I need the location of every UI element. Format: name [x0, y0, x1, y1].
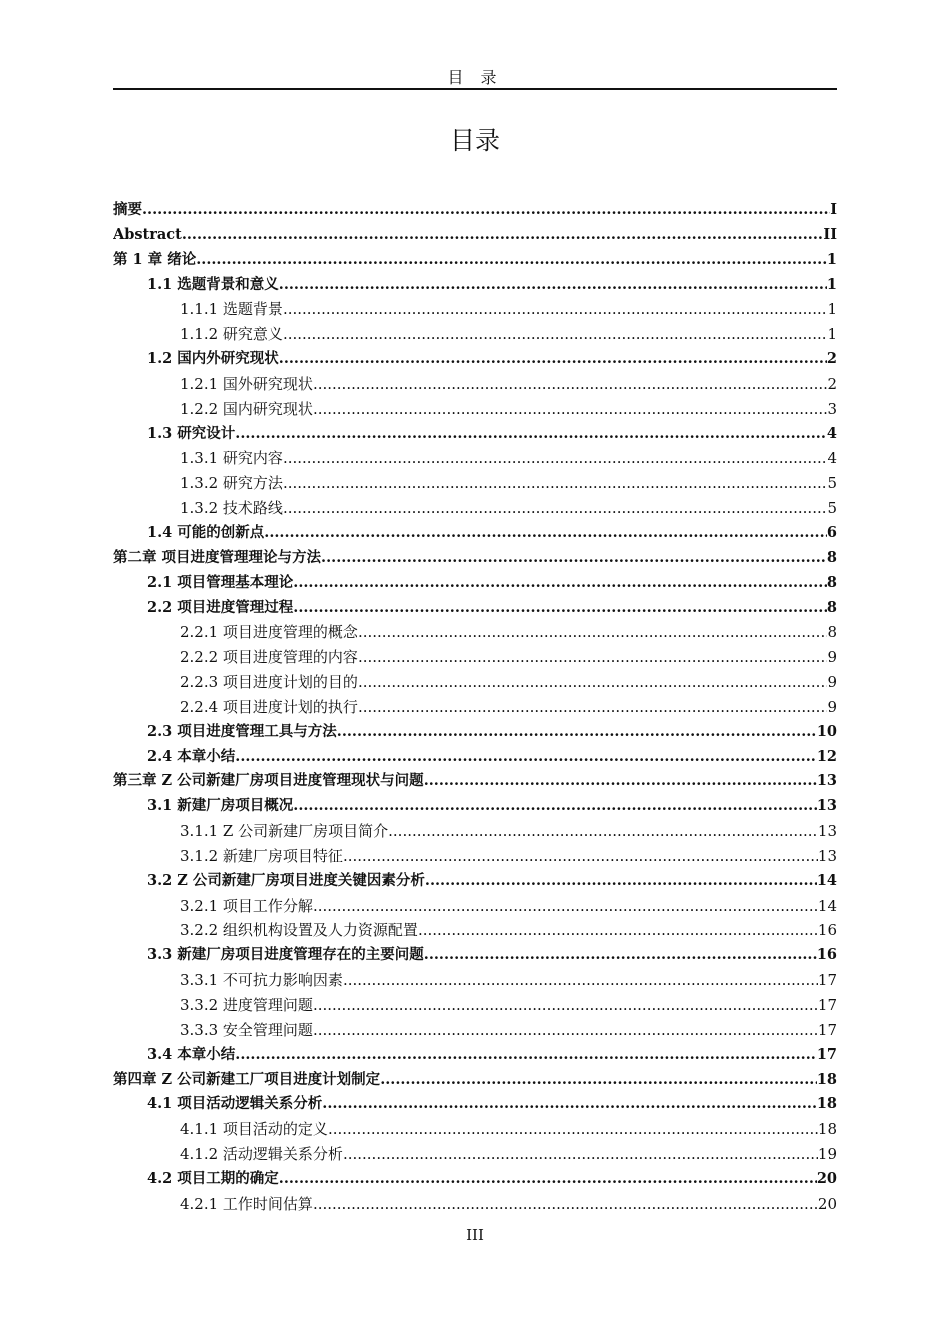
header-divider — [113, 88, 837, 90]
toc-entry-label: 第 1 章 绪论 — [113, 250, 197, 268]
toc-entry-label: 3.2.1 项目工作分解 — [180, 896, 313, 915]
toc-entry[interactable] — [113, 993, 837, 1018]
toc-entry[interactable] — [113, 943, 837, 968]
toc-entry-page: 18 — [816, 1070, 837, 1088]
toc-dot-leader — [313, 894, 818, 919]
toc-entry-page: II — [823, 225, 837, 243]
toc-dot-leader — [328, 1117, 818, 1142]
toc-dot-leader — [235, 422, 827, 447]
toc-entry-label: 3.4 本章小结 — [147, 1045, 236, 1063]
toc-entry-label: 第四章 Z 公司新建工厂项目进度计划制定 — [113, 1070, 381, 1088]
toc-entry-label: 4.1.2 活动逻辑关系分析 — [180, 1145, 343, 1164]
toc-dot-leader — [358, 645, 828, 670]
toc-entry-label: 2.2.1 项目进度管理的概念 — [180, 623, 358, 642]
toc-entry-page: I — [830, 201, 837, 218]
toc-entry[interactable] — [113, 248, 837, 273]
toc-entry[interactable] — [113, 297, 837, 322]
toc-entry[interactable] — [113, 322, 837, 347]
toc-entry-label: 3.3.1 不可抗力影响因素 — [180, 971, 343, 990]
toc-dot-leader — [380, 1068, 817, 1093]
toc-entry-label: 1.1 选题背景和意义 — [147, 275, 279, 293]
toc-entry[interactable] — [113, 198, 837, 223]
toc-entry[interactable] — [113, 745, 837, 770]
toc-entry-page: 20 — [817, 1194, 837, 1213]
toc-entry[interactable] — [113, 1068, 837, 1093]
toc-dot-leader — [142, 198, 830, 223]
toc-entry-label: 3.2.2 组织机构设置及人力资源配置 — [180, 921, 418, 940]
toc-dot-leader — [358, 670, 828, 695]
toc-dot-leader — [182, 223, 824, 248]
toc-dot-leader — [424, 943, 817, 968]
toc-dot-leader — [283, 471, 828, 496]
toc-dot-leader — [313, 1018, 818, 1043]
toc-entry-label: 4.1 项目活动逻辑关系分析 — [147, 1095, 323, 1113]
toc-dot-leader — [279, 273, 827, 298]
toc-entry-label: 4.2 项目工期的确定 — [147, 1169, 279, 1187]
toc-entry[interactable] — [113, 422, 837, 447]
toc-dot-leader — [293, 794, 817, 819]
toc-entry[interactable] — [113, 273, 837, 298]
toc-entry[interactable] — [113, 521, 837, 546]
page-title: 目录 — [449, 126, 500, 155]
toc-entry-page: 10 — [816, 722, 837, 740]
toc-entry-label: 1.3.1 研究内容 — [180, 449, 283, 468]
toc-entry-page: 18 — [817, 1120, 837, 1139]
toc-entry[interactable] — [113, 397, 837, 422]
toc-entry-label: 1.2.2 国内研究现状 — [180, 399, 313, 418]
toc-entry[interactable] — [113, 1117, 837, 1142]
toc-entry-page: 19 — [817, 1145, 837, 1164]
toc-dot-leader — [358, 620, 828, 645]
toc-entry-label: 2.2.4 项目进度计划的执行 — [180, 697, 358, 716]
toc-entry[interactable] — [113, 620, 837, 645]
toc-entry[interactable] — [113, 645, 837, 670]
toc-entry-page: 17 — [817, 1020, 837, 1039]
toc-entry[interactable] — [113, 794, 837, 819]
toc-entry-page: 17 — [817, 996, 837, 1014]
toc-entry-label: 3.1.1 Z 公司新建厂房项目简介 — [180, 822, 389, 841]
toc-entry-label: 3.3.3 安全管理问题 — [180, 1020, 313, 1039]
toc-entry[interactable] — [113, 596, 837, 621]
toc-entry-label: 3.1 新建厂房项目概况 — [147, 797, 294, 815]
toc-dot-leader — [283, 322, 828, 347]
toc-entry-page: 9 — [827, 673, 837, 692]
toc-entry-page: 1 — [826, 250, 837, 268]
toc-entry-label: 1.3 研究设计 — [147, 424, 236, 442]
toc-entry-label: 1.2 国内外研究现状 — [147, 350, 279, 368]
toc-dot-leader — [283, 446, 828, 471]
toc-entry-page: 20 — [816, 1169, 837, 1187]
toc-entry-page: 2 — [826, 350, 837, 368]
toc-entry[interactable] — [113, 819, 837, 844]
toc-entry[interactable] — [113, 1167, 837, 1192]
toc-entry[interactable] — [113, 695, 837, 720]
toc-entry[interactable] — [113, 720, 837, 745]
toc-dot-leader — [313, 1192, 818, 1217]
toc-entry[interactable] — [113, 347, 837, 372]
toc-dot-leader — [424, 769, 817, 794]
toc-entry-label: 摘要 — [113, 201, 142, 218]
toc-entry-label: 1.3.2 技术路线 — [180, 499, 283, 518]
toc-dot-leader — [235, 745, 817, 770]
toc-entry[interactable] — [113, 869, 837, 894]
toc-entry-page: 16 — [817, 921, 837, 940]
toc-entry-label: 2.4 本章小结 — [147, 747, 236, 765]
toc-dot-leader — [279, 347, 827, 372]
toc-entry[interactable] — [113, 1018, 837, 1043]
toc-entry-page: 17 — [816, 1045, 837, 1063]
toc-dot-leader — [235, 1043, 817, 1068]
toc-entry-page: 18 — [816, 1095, 837, 1113]
toc-entry-label: 1.2.1 国外研究现状 — [180, 374, 313, 393]
toc-entry[interactable] — [113, 670, 837, 695]
toc-entry-page: 1 — [826, 275, 837, 293]
toc-entry[interactable] — [113, 1043, 837, 1068]
toc-entry[interactable] — [113, 1192, 837, 1217]
toc-entry-label: 2.2.2 项目进度管理的内容 — [180, 648, 358, 667]
toc-entry-label: 1.4 可能的创新点 — [147, 523, 265, 541]
toc-dot-leader — [293, 571, 827, 596]
toc-entry-label: 1.1.1 选题背景 — [180, 300, 283, 319]
toc-entry[interactable] — [113, 223, 837, 248]
toc-entry-label: 4.1.1 项目活动的定义 — [180, 1120, 328, 1139]
toc-entry-label: 1.3.2 研究方法 — [180, 474, 283, 493]
toc-entry-page: 14 — [816, 871, 837, 889]
toc-dot-leader — [343, 968, 818, 993]
toc-entry-page: 14 — [817, 896, 837, 915]
toc-entry[interactable] — [113, 471, 837, 496]
toc-entry-label: 3.2 Z 公司新建厂房项目进度关键因素分析 — [147, 871, 425, 889]
toc-entry-page: 8 — [826, 548, 837, 566]
toc-dot-leader — [264, 521, 827, 546]
toc-dot-leader — [283, 297, 828, 322]
toc-entry-page: 13 — [817, 822, 837, 841]
toc-entry-page: 1 — [827, 325, 837, 344]
toc-entry[interactable] — [113, 446, 837, 471]
toc-entry-page: 17 — [817, 971, 837, 990]
toc-dot-leader — [321, 546, 827, 571]
toc-dot-leader — [343, 844, 818, 869]
toc-entry[interactable] — [113, 844, 837, 869]
toc-entry-label: 第三章 Z 公司新建厂房项目进度管理现状与问题 — [113, 772, 424, 790]
toc-entry-label: 1.1.2 研究意义 — [180, 325, 283, 344]
toc-entry-label: 2.2 项目进度管理过程 — [147, 598, 294, 616]
toc-entry-page: 13 — [817, 846, 837, 865]
toc-entry[interactable] — [113, 894, 837, 919]
toc-entry-page: 8 — [826, 573, 837, 591]
running-header: 目 录 — [447, 68, 503, 87]
toc-dot-leader — [196, 248, 827, 273]
toc-entry-page: 6 — [826, 523, 837, 541]
toc-entry-page: 9 — [827, 697, 837, 716]
toc-dot-leader — [293, 596, 827, 621]
toc-entry-label: 3.3 新建厂房项目进度管理存在的主要问题 — [147, 946, 424, 964]
toc-entry-page: 4 — [826, 424, 837, 442]
toc-entry-page: 3 — [827, 399, 837, 418]
toc-entry[interactable] — [113, 496, 837, 521]
toc-entry-page: 4 — [827, 449, 837, 468]
page-number: III — [466, 1226, 484, 1244]
toc-entry[interactable] — [113, 918, 837, 943]
toc-entry-page: 5 — [827, 474, 837, 493]
toc-entry-label: 3.3.2 进度管理问题 — [180, 996, 313, 1014]
toc-entry[interactable] — [113, 769, 837, 794]
toc-entry[interactable] — [113, 1142, 837, 1167]
toc-entry[interactable] — [113, 1092, 837, 1117]
toc-dot-leader — [358, 695, 828, 720]
toc-entry-page: 5 — [827, 499, 837, 518]
toc-entry-page: 13 — [816, 797, 837, 815]
toc-entry[interactable] — [113, 571, 837, 596]
toc-entry-page: 12 — [816, 747, 837, 765]
toc-entry[interactable] — [113, 372, 837, 397]
toc-dot-leader — [322, 1092, 817, 1117]
toc-dot-leader — [279, 1167, 817, 1192]
table-of-contents — [113, 198, 837, 1217]
toc-entry-page: 16 — [816, 946, 837, 964]
toc-dot-leader — [425, 869, 817, 894]
toc-entry-page: 8 — [826, 598, 837, 616]
toc-entry-page: 1 — [827, 300, 837, 319]
toc-dot-leader — [343, 1142, 818, 1167]
toc-entry-page: 9 — [827, 648, 837, 667]
toc-entry[interactable] — [113, 546, 837, 571]
toc-entry-page: 2 — [827, 374, 837, 393]
toc-dot-leader — [418, 918, 818, 943]
toc-entry-page: 8 — [827, 623, 837, 642]
toc-entry-label: 3.1.2 新建厂房项目特征 — [180, 846, 343, 865]
toc-entry-page: 13 — [816, 772, 837, 790]
toc-entry-label: 2.2.3 项目进度计划的目的 — [180, 673, 358, 692]
toc-dot-leader — [337, 720, 817, 745]
toc-dot-leader — [313, 372, 828, 397]
toc-dot-leader — [313, 993, 818, 1018]
toc-entry-label: 2.1 项目管理基本理论 — [147, 573, 294, 591]
toc-entry-label: 第二章 项目进度管理理论与方法 — [113, 548, 322, 566]
toc-dot-leader — [283, 496, 828, 521]
toc-entry-label: 2.3 项目进度管理工具与方法 — [147, 722, 337, 740]
toc-dot-leader — [313, 397, 828, 422]
toc-dot-leader — [388, 819, 818, 844]
toc-entry-label: 4.2.1 工作时间估算 — [180, 1194, 313, 1213]
toc-entry[interactable] — [113, 968, 837, 993]
toc-entry-label: Abstract — [113, 225, 182, 243]
